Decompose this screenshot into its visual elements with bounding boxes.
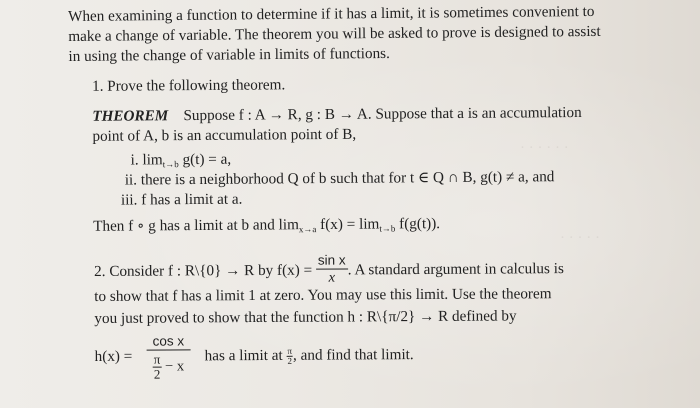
h-limit-statement: has a limit at $\frac{\pi}{2}$ , and find that limit. [204, 345, 414, 366]
condition-ii: ii. there is a neighborhood Q of b such that for t ∈ Q ∩ B, g(t) ≠ a, and [124, 168, 555, 189]
intro-paragraph [68, 2, 689, 68]
problem-2-line-3: you just proved to show that the function h : R\{π/2} → R defined by [94, 307, 517, 327]
problem-2-line-1: 2. Consider f : R\{0} → R by f(x) = $\frac{\text{sin x}}{x}$ . A standard argument in calculus is [94, 252, 564, 286]
limit-subscript: t→b [379, 223, 396, 234]
sinx-over-x-fraction: $\frac{\text{sin x}}{x}$ [316, 252, 348, 285]
problem-1-label: 1. Prove the following theorem. [91, 76, 286, 95]
theorem-line-1 [92, 104, 582, 126]
problem-1 [68, 73, 689, 248]
theorem-line-2: point of A, b is an accumulation point of B, [92, 125, 357, 145]
intro-line-3: in using the change of variable in limits of functions. [68, 44, 390, 65]
limit-subscript: t→b [162, 159, 179, 170]
condition-i: i. $\lim_{t\to b} g(t) = a$, [130, 150, 232, 170]
h-denominator: $\frac{\pi}{2}$ − x [153, 351, 185, 382]
theorem-statement: Suppose f : A → R, g : B → A. Suppose that a is an accumulation [183, 103, 582, 125]
intro-line-1: When examining a function to determine if it has a limit, it is sometimes convenient to [68, 2, 595, 25]
show-through-text: · · · · · · [520, 140, 569, 156]
condition-iii: iii. f has a limit at a. [120, 190, 243, 209]
limit-subscript: x→a [298, 224, 317, 235]
theorem-conclusion: Then f ∘ g has a limit at b and $\lim_{x\to a} f(x) = \lim_{t\to b} f(g(t))$. [93, 215, 441, 235]
h-fraction: cos x $\frac{\pi}{2}$ − x [146, 333, 190, 381]
problem-2 [94, 248, 695, 402]
intro-line-2: make a change of variable. The theorem you will be asked to prove is designed to assist [68, 22, 601, 45]
pi-over-2-point: $\frac{\pi}{2}$ [287, 345, 293, 366]
theorem-heading: THEOREM [92, 107, 169, 125]
show-through-text: · · · · · [560, 230, 600, 246]
problem-2-line-2: to show that f has a limit 1 at zero. You may use this limit. Use the theorem [94, 285, 552, 305]
pi-over-2: $\frac{\pi}{2}$ [153, 351, 161, 382]
